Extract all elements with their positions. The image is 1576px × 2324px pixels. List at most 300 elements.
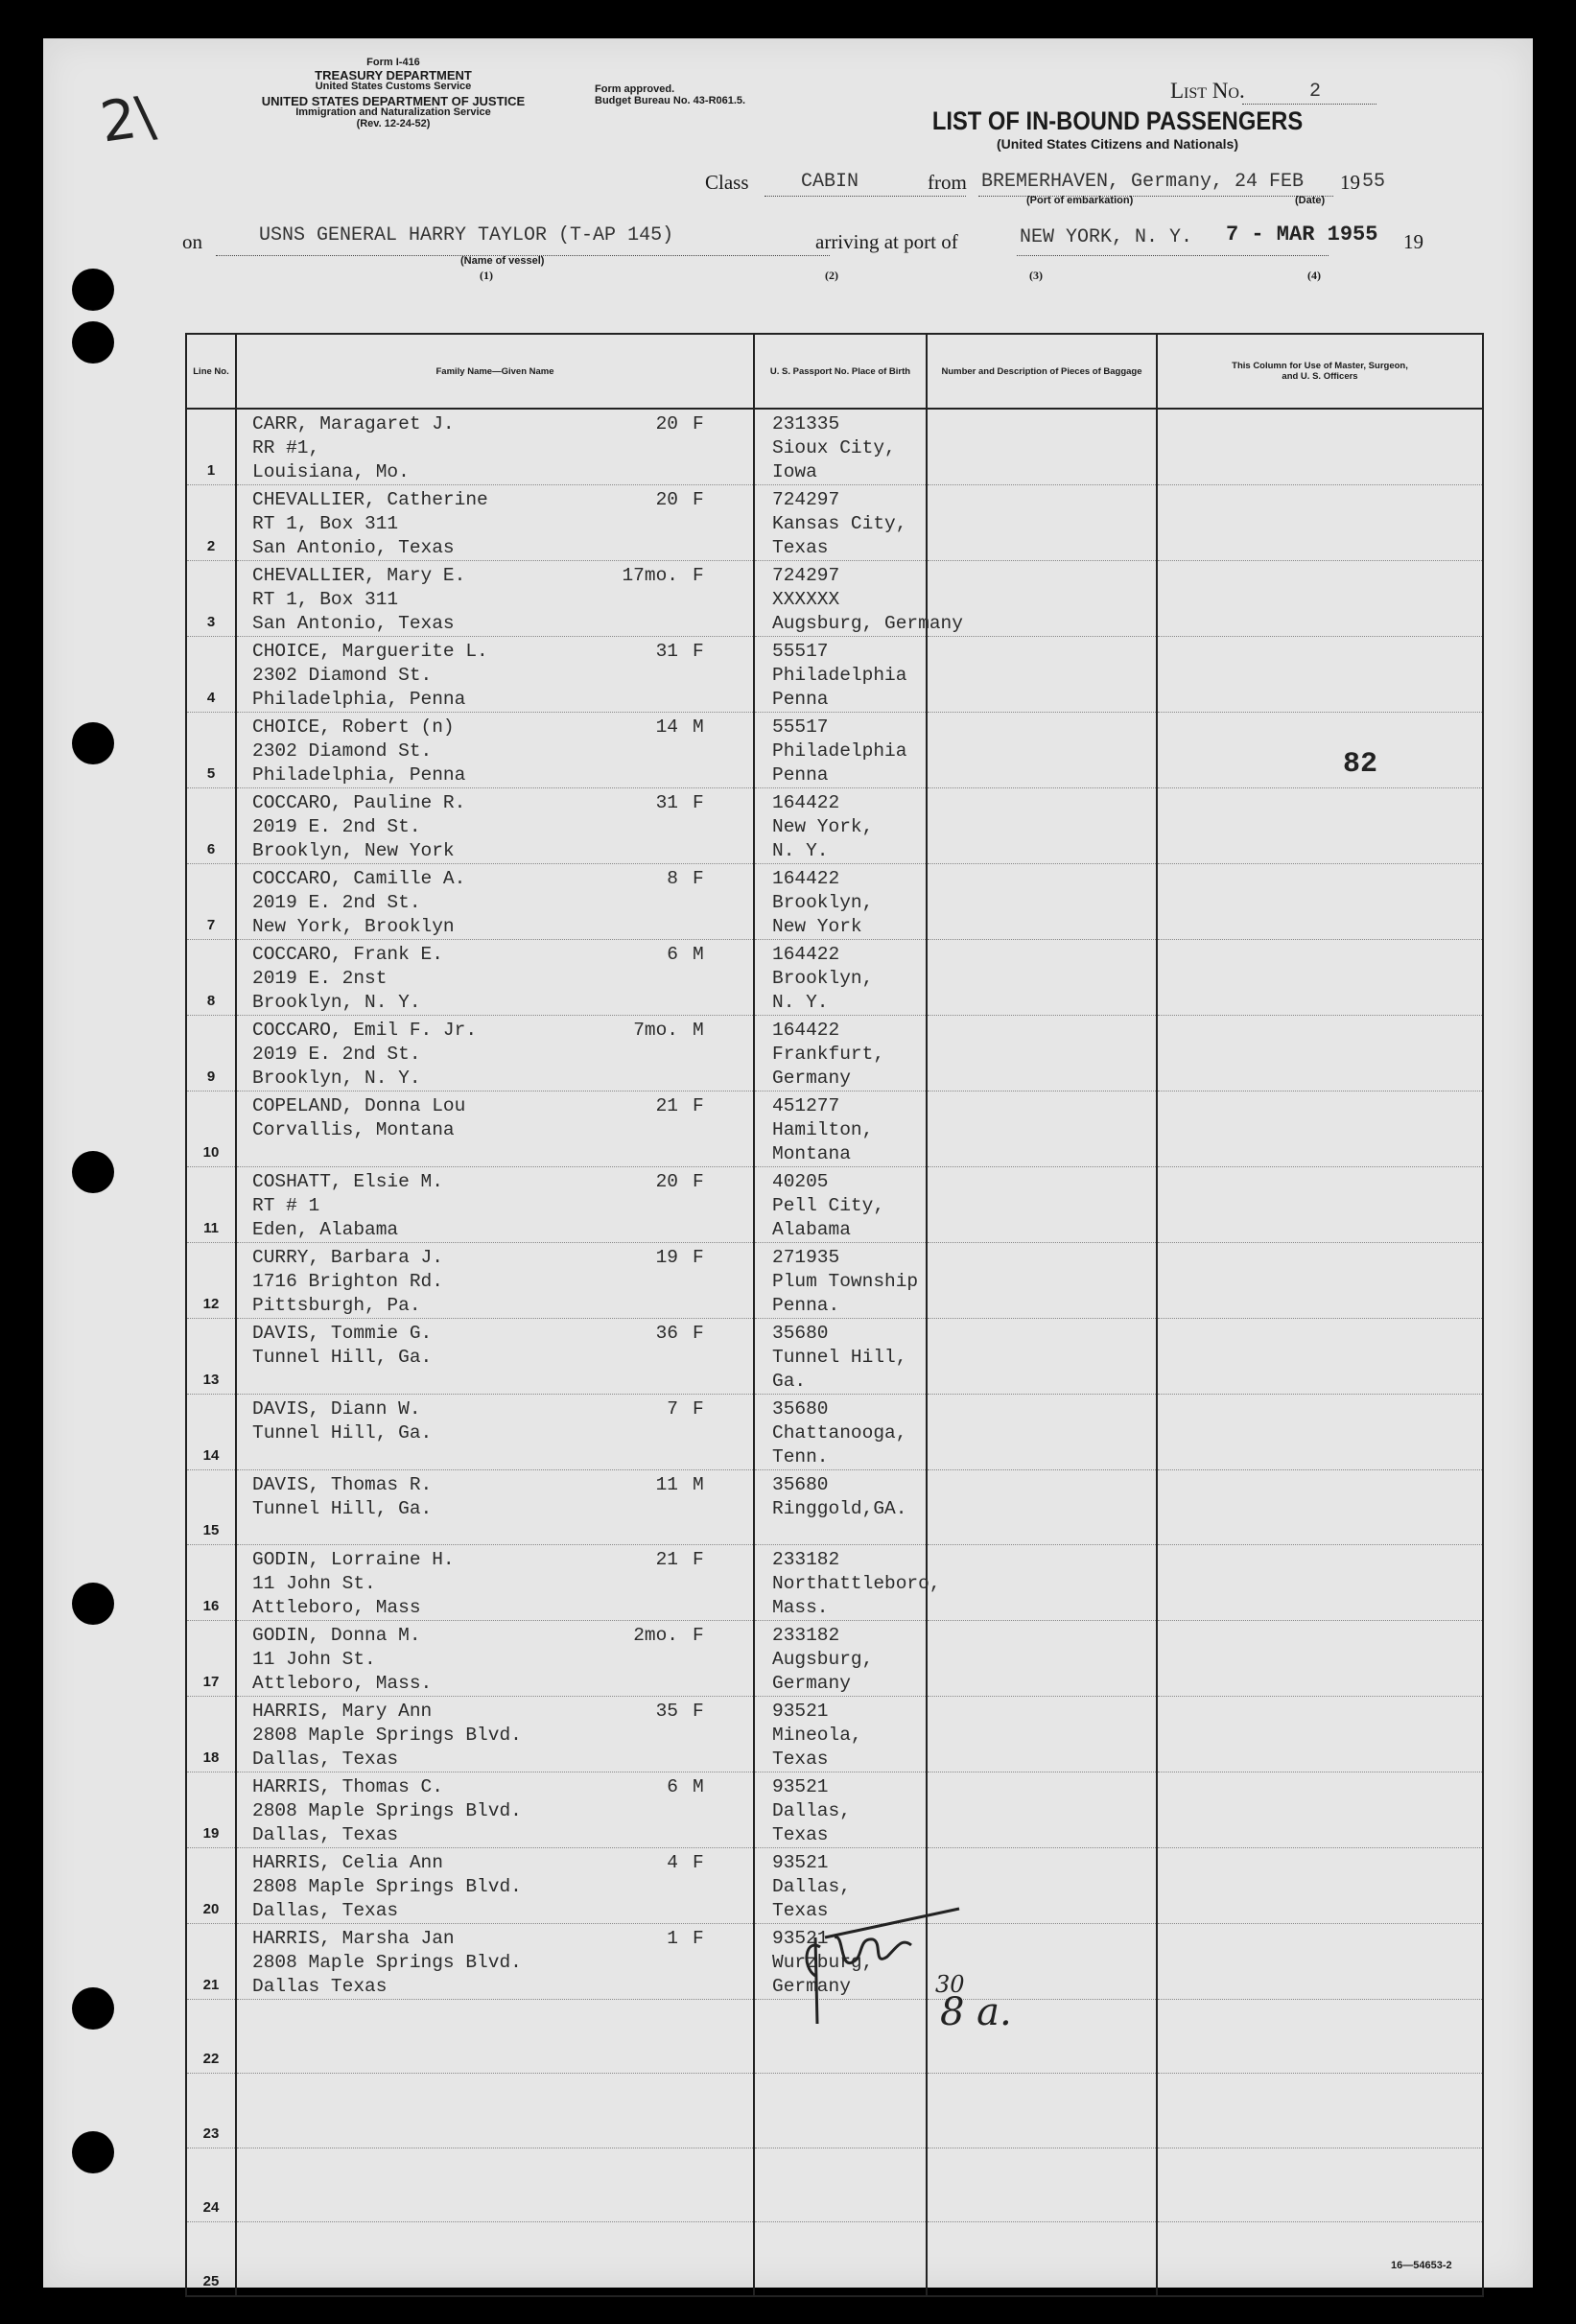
- birth-place-line-2: Germany: [772, 1068, 851, 1089]
- passenger-sex: F: [693, 641, 704, 662]
- treasury-department: TREASURY DEPARTMENT: [315, 67, 472, 82]
- document-subtitle: (United States Citizens and Nationals): [996, 136, 1239, 153]
- birth-place-line-2: Texas: [772, 1899, 829, 1921]
- passenger-row: [186, 1319, 1483, 1395]
- list-no-label: List No.: [1170, 79, 1245, 103]
- address-line-1: 2019 E. 2nd St.: [252, 1044, 421, 1065]
- passport-cell: [754, 1319, 927, 1395]
- passenger-row: [186, 1243, 1483, 1319]
- passport-cell: [754, 1544, 941, 1620]
- passport-cell: [754, 1167, 927, 1243]
- name-cell: [236, 1999, 754, 2074]
- birth-place-line-2: Montana: [772, 1143, 851, 1164]
- passport-cell: [754, 940, 927, 1016]
- line-number-cell: [186, 788, 236, 864]
- passport-number: 93521: [772, 1775, 829, 1797]
- address-line-2: Dallas, Texas: [252, 1748, 399, 1770]
- passenger-sex: M: [693, 1020, 704, 1041]
- birth-place-line-1: Kansas City,: [772, 513, 907, 534]
- birth-place-line-1: Dallas,: [772, 1875, 851, 1897]
- line-number-cell: [186, 1620, 236, 1696]
- name-cell: [236, 2148, 754, 2222]
- address-line-1: 2808 Maple Springs Blvd.: [252, 1875, 522, 1897]
- passport-number: 55517: [772, 716, 829, 738]
- passport-number: 231335: [772, 413, 840, 434]
- passport-cell: [754, 409, 927, 485]
- passenger-row: [186, 637, 1483, 713]
- birth-place-line-1: Plum Township: [772, 1271, 919, 1292]
- passport-cell: [754, 2074, 927, 2148]
- passport-number: 164422: [772, 868, 840, 889]
- line-number-cell: [186, 1772, 236, 1847]
- baggage-cell: [927, 1772, 1157, 1847]
- class-label: Class: [705, 171, 749, 194]
- baggage-cell: [927, 485, 1157, 561]
- officer-mark: 82: [1343, 748, 1378, 781]
- header-family-name: Family Name—Given Name: [236, 334, 754, 409]
- baggage-cell: [927, 940, 1157, 1016]
- passenger-age: 6: [667, 1775, 678, 1797]
- passenger-age: 4: [667, 1851, 678, 1873]
- line-number: 1: [206, 462, 216, 479]
- form-agency-block: [259, 58, 528, 129]
- year-prefix: 19: [1340, 171, 1360, 194]
- passenger-row: [186, 713, 1483, 788]
- line-number: 25: [202, 2273, 220, 2290]
- birth-place-line-1: Mineola,: [772, 1724, 862, 1746]
- on-label: on: [182, 230, 202, 253]
- passport-cell: [754, 1620, 927, 1696]
- line-number: 16: [202, 1597, 220, 1614]
- line-number-cell: [186, 940, 236, 1016]
- address-line-1: RT 1, Box 311: [252, 513, 399, 534]
- address-line-2: Eden, Alabama: [252, 1219, 399, 1240]
- address-line-1: 2302 Diamond St.: [252, 740, 433, 762]
- address-line-2: Louisiana, Mo.: [252, 461, 410, 482]
- punch-hole: [72, 722, 114, 764]
- birth-place-line-2: N. Y.: [772, 992, 829, 1013]
- line-number: 2: [206, 538, 216, 554]
- line-number: 8: [206, 993, 216, 1009]
- birth-place-line-2: Texas: [772, 537, 829, 558]
- officers-cell: [1157, 2074, 1483, 2148]
- passenger-sex: F: [693, 1398, 704, 1420]
- port-of-embarkation: BREMERHAVEN, Germany, 24 FEB: [981, 171, 1305, 193]
- birth-place-line-2: Penna.: [772, 1295, 840, 1316]
- birth-place-line-1: XXXXXX: [772, 589, 840, 610]
- officers-cell: [1157, 637, 1483, 713]
- baggage-cell: [927, 637, 1157, 713]
- punch-hole: [72, 321, 114, 364]
- passenger-age: 8: [667, 868, 678, 889]
- name-cell: [236, 1016, 754, 1092]
- line-number: 14: [202, 1447, 220, 1464]
- passport-cell: [754, 561, 963, 637]
- address-line-1: 11 John St.: [252, 1572, 376, 1594]
- birth-place-line-1: Augsburg,: [772, 1648, 874, 1670]
- vessel-caption: (Name of vessel): [460, 255, 545, 267]
- passenger-sex: F: [693, 868, 704, 889]
- birth-place-line-1: Brooklyn,: [772, 968, 874, 989]
- birth-place-line-2: Iowa: [772, 461, 817, 482]
- baggage-cell: [927, 788, 1157, 864]
- passport-number: 55517: [772, 641, 829, 662]
- passport-number: 233182: [772, 1548, 840, 1570]
- baggage-cell: [927, 409, 1157, 485]
- title-block: [868, 107, 1367, 152]
- birth-place-line-1: Pell City,: [772, 1195, 885, 1216]
- baggage-cell: [927, 1016, 1157, 1092]
- year-suffix: 55: [1362, 171, 1386, 193]
- birth-place-line-1: Philadelphia: [772, 665, 907, 686]
- name-cell: [236, 409, 754, 485]
- address-line-2: Pittsburgh, Pa.: [252, 1295, 421, 1316]
- baggage-cell: [927, 561, 1157, 637]
- list-number: 2: [1309, 81, 1322, 103]
- officers-cell: [1157, 864, 1483, 940]
- line-number: 17: [202, 1673, 220, 1690]
- birth-place-line-1: Dallas,: [772, 1799, 851, 1821]
- address-line-2: Philadelphia, Penna: [252, 689, 466, 710]
- birth-place-line-1: New York,: [772, 816, 874, 837]
- line-number: 9: [206, 1068, 216, 1085]
- address-line-2: Dallas, Texas: [252, 1823, 399, 1845]
- name-cell: [236, 1847, 754, 1923]
- passenger-row: [186, 1772, 1483, 1847]
- baggage-cell: [927, 713, 1157, 788]
- line-number-cell: [186, 1167, 236, 1243]
- column-number-2: (2): [825, 269, 838, 282]
- from-label: from: [928, 171, 967, 194]
- address-line-1: 1716 Brighton Rd.: [252, 1271, 443, 1292]
- budget-bureau: Budget Bureau No. 43-R061.5.: [595, 94, 746, 106]
- passenger-row: [186, 2222, 1483, 2297]
- passenger-row: [186, 1470, 1483, 1545]
- officers-cell: [1157, 561, 1483, 637]
- name-cell: [236, 1772, 754, 1847]
- passenger-sex: F: [693, 1851, 704, 1873]
- line-number: 21: [202, 1976, 220, 1993]
- passport-cell: [754, 485, 927, 561]
- baggage-cell: [927, 2148, 1157, 2222]
- baggage-cell: [927, 1092, 1157, 1167]
- passenger-age: 1: [667, 1927, 678, 1949]
- address-line-2: Attleboro, Mass.: [252, 1672, 433, 1694]
- name-cell: [236, 1243, 754, 1319]
- line-number-cell: [186, 1470, 236, 1545]
- passenger-sex: M: [693, 1775, 704, 1797]
- line-number: 15: [202, 1521, 220, 1538]
- passenger-manifest-page: [43, 38, 1533, 2288]
- birth-place-line-2: New York: [772, 916, 862, 937]
- line-number: 7: [206, 917, 216, 933]
- passport-cell: [754, 1092, 927, 1167]
- birth-place-line-2: Augsburg, Germany: [772, 613, 963, 634]
- passenger-name: CHEVALLIER, Mary E.: [252, 565, 466, 586]
- arrival-date-stamp: 7 - MAR 1955: [1226, 223, 1378, 246]
- customs-service: United States Customs Service: [315, 81, 472, 93]
- passport-number: 93521: [772, 1927, 829, 1949]
- name-cell: [236, 1696, 754, 1772]
- birth-place-line-2: Penna: [772, 689, 829, 710]
- passenger-name: DAVIS, Tommie G.: [252, 1323, 433, 1344]
- line-number: 18: [202, 1749, 220, 1766]
- line-number: 5: [206, 765, 216, 782]
- address-line-1: Corvallis, Montana: [252, 1119, 455, 1140]
- date-caption: (Date): [1295, 195, 1326, 206]
- passenger-sex: F: [693, 565, 704, 586]
- passport-cell: [754, 1696, 927, 1772]
- line-number-cell: [186, 2074, 236, 2148]
- name-cell: [236, 2222, 754, 2297]
- class-value: CABIN: [801, 171, 859, 193]
- passenger-sex: F: [693, 1247, 704, 1268]
- passenger-name: COCCARO, Camille A.: [252, 868, 466, 889]
- passport-number: 93521: [772, 1851, 829, 1873]
- passenger-name: CHOICE, Marguerite L.: [252, 641, 488, 662]
- line-number: 4: [206, 690, 216, 706]
- passenger-row: [186, 1696, 1483, 1772]
- punch-hole: [72, 269, 114, 311]
- officers-cell: [1157, 1395, 1483, 1470]
- passenger-age: 20: [655, 413, 678, 434]
- passenger-sex: M: [693, 1474, 704, 1495]
- name-cell: [236, 1092, 754, 1167]
- name-cell: [236, 485, 754, 561]
- line-number: 13: [202, 1372, 220, 1388]
- passport-cell: [754, 2148, 927, 2222]
- header-officers-use: This Column for Use of Master, Surgeon, and U. S. Officers: [1157, 334, 1483, 409]
- form-revision: (Rev. 12-24-52): [356, 117, 431, 129]
- address-line-1: Tunnel Hill, Ga.: [252, 1498, 433, 1519]
- line-number: 6: [206, 841, 216, 857]
- passenger-age: 17mo.: [622, 565, 678, 586]
- passenger-name: HARRIS, Celia Ann: [252, 1851, 443, 1873]
- passenger-sex: F: [693, 489, 704, 510]
- officers-cell: [1157, 1847, 1483, 1923]
- passport-cell: [754, 788, 927, 864]
- form-number: Form I-416: [366, 57, 420, 68]
- baggage-cell: [927, 1696, 1157, 1772]
- baggage-cell: [927, 1620, 1157, 1696]
- header-line-no: Line No.: [186, 334, 236, 409]
- officers-cell: [1157, 1319, 1483, 1395]
- address-line-1: 2808 Maple Springs Blvd.: [252, 1724, 522, 1746]
- passenger-sex: F: [693, 1624, 704, 1646]
- birth-place-line-1: Chattanooga,: [772, 1422, 907, 1444]
- passenger-name: CHEVALLIER, Catherine: [252, 489, 488, 510]
- birth-place-line-1: Frankfurt,: [772, 1044, 885, 1065]
- handwritten-corner-mark: 2\: [96, 82, 159, 155]
- address-line-2: New York, Brooklyn: [252, 916, 455, 937]
- baggage-cell: [927, 1319, 1157, 1395]
- name-cell: [236, 1395, 754, 1470]
- birth-place-line-2: Ga.: [772, 1371, 807, 1392]
- line-number-cell: [186, 409, 236, 485]
- passenger-row: [186, 1167, 1483, 1243]
- passenger-row: [186, 1092, 1483, 1167]
- birth-place-line-2: Alabama: [772, 1219, 851, 1240]
- address-line-1: 2019 E. 2nd St.: [252, 816, 421, 837]
- line-number-cell: [186, 485, 236, 561]
- passenger-row: [186, 2074, 1483, 2148]
- table-header-row: [186, 334, 1483, 409]
- name-cell: [236, 1319, 754, 1395]
- passenger-age: 20: [655, 489, 678, 510]
- line-number-cell: [186, 1395, 236, 1470]
- passenger-row: [186, 1544, 1483, 1620]
- punch-hole: [72, 1151, 114, 1193]
- passenger-row: [186, 864, 1483, 940]
- passenger-row: [186, 788, 1483, 864]
- birth-place-line-2: Germany: [772, 1672, 851, 1694]
- justice-department: UNITED STATES DEPARTMENT OF JUSTICE: [261, 93, 526, 108]
- passenger-name: CURRY, Barbara J.: [252, 1247, 443, 1268]
- arrival-year: 19: [1403, 230, 1423, 253]
- line-number: 24: [202, 2199, 220, 2217]
- address-line-1: 2302 Diamond St.: [252, 665, 433, 686]
- passenger-row: [186, 940, 1483, 1016]
- header-baggage: Number and Description of Pieces of Baggage: [927, 334, 1157, 409]
- passenger-age: 19: [655, 1247, 678, 1268]
- passenger-name: HARRIS, Thomas C.: [252, 1775, 443, 1797]
- passenger-name: DAVIS, Thomas R.: [252, 1474, 433, 1495]
- birth-place-line-2: Mass.: [772, 1596, 829, 1618]
- passenger-name: COCCARO, Pauline R.: [252, 792, 466, 813]
- ins-name: Immigration and Naturalization Service: [295, 106, 491, 119]
- birth-place-line-2: Germany: [772, 1975, 851, 1997]
- address-line-1: 11 John St.: [252, 1648, 376, 1670]
- passenger-age: 14: [655, 716, 678, 738]
- line-number: 10: [202, 1144, 220, 1161]
- passport-number: 164422: [772, 944, 840, 965]
- passport-number: 724297: [772, 489, 840, 510]
- birth-place-line-1: Wurzburg,: [772, 1951, 874, 1973]
- birth-place-line-1: Ringgold,GA.: [772, 1498, 907, 1519]
- passenger-age: 7mo.: [633, 1020, 678, 1041]
- birth-place-line-2: Texas: [772, 1823, 829, 1845]
- passenger-name: COCCARO, Emil F. Jr.: [252, 1020, 478, 1041]
- address-line-1: 2808 Maple Springs Blvd.: [252, 1951, 522, 1973]
- officers-cell: [1157, 1999, 1483, 2074]
- line-number: 12: [202, 1296, 220, 1312]
- address-line-1: Tunnel Hill, Ga.: [252, 1347, 433, 1368]
- address-line-1: 2019 E. 2nd St.: [252, 892, 421, 913]
- passport-number: 35680: [772, 1474, 829, 1495]
- passenger-row: [186, 2148, 1483, 2222]
- birth-place-line-1: Brooklyn,: [772, 892, 874, 913]
- line-number: 11: [203, 1220, 219, 1236]
- approval-block: [595, 84, 745, 106]
- name-cell: [236, 788, 754, 864]
- officers-cell: [1157, 1923, 1483, 1999]
- punch-hole: [72, 2131, 114, 2173]
- passenger-name: GODIN, Donna M.: [252, 1624, 421, 1646]
- baggage-cell: [927, 1395, 1157, 1470]
- address-line-1: RR #1,: [252, 437, 320, 458]
- passenger-name: GODIN, Lorraine H.: [252, 1548, 455, 1570]
- print-code: 16—54653-2: [1391, 2260, 1452, 2271]
- address-line-2: Philadelphia, Penna: [252, 764, 466, 786]
- passport-cell: [754, 864, 927, 940]
- passenger-age: 21: [655, 1095, 678, 1116]
- punch-hole: [72, 1583, 114, 1625]
- name-cell: [236, 864, 754, 940]
- arriving-label: arriving at port of: [815, 230, 958, 253]
- line-number-cell: [186, 713, 236, 788]
- officers-cell: [1157, 409, 1483, 485]
- passport-number: 233182: [772, 1624, 840, 1646]
- officers-cell: [1157, 1167, 1483, 1243]
- passenger-row: [186, 1395, 1483, 1470]
- address-line-2: Brooklyn, N. Y.: [252, 992, 421, 1013]
- passenger-sex: F: [693, 792, 704, 813]
- officers-cell: [1157, 1016, 1483, 1092]
- passenger-row: [186, 409, 1483, 485]
- passenger-sex: F: [693, 1171, 704, 1192]
- passenger-name: DAVIS, Diann W.: [252, 1398, 421, 1420]
- passenger-age: 36: [655, 1323, 678, 1344]
- birth-place-line-2: N. Y.: [772, 840, 829, 861]
- name-cell: [236, 1167, 754, 1243]
- address-line-2: Attleboro, Mass: [252, 1596, 421, 1618]
- passenger-age: 7: [667, 1398, 678, 1420]
- officers-cell: [1157, 2148, 1483, 2222]
- passenger-age: 35: [655, 1700, 678, 1722]
- officers-cell: [1157, 1092, 1483, 1167]
- baggage-cell: [927, 864, 1157, 940]
- birth-place-line-1: Philadelphia: [772, 740, 907, 762]
- passport-number: 724297: [772, 565, 840, 586]
- arrival-port: NEW YORK, N. Y.: [1020, 226, 1193, 248]
- line-number-cell: [186, 637, 236, 713]
- passport-number: 164422: [772, 792, 840, 813]
- passenger-name: COCCARO, Frank E.: [252, 944, 443, 965]
- birth-place-line-1: Northattleboro,: [772, 1572, 941, 1594]
- baggage-cell: [927, 2074, 1157, 2148]
- passport-cell: [754, 713, 927, 788]
- line-number-cell: [186, 2222, 236, 2297]
- embark-caption: (Port of embarkation): [1026, 195, 1134, 206]
- passenger-age: 20: [655, 1171, 678, 1192]
- line-number-cell: [186, 561, 236, 637]
- officers-cell: [1157, 1243, 1483, 1319]
- address-line-2: Brooklyn, N. Y.: [252, 1068, 421, 1089]
- passenger-sex: F: [693, 413, 704, 434]
- name-cell: [236, 561, 754, 637]
- officers-cell: [1157, 1696, 1483, 1772]
- passport-number: 35680: [772, 1323, 829, 1344]
- baggage-cell: [927, 2222, 1157, 2297]
- baggage-cell: [927, 1167, 1157, 1243]
- line-number-cell: [186, 2148, 236, 2222]
- passenger-age: 31: [655, 641, 678, 662]
- baggage-cell: [927, 1470, 1157, 1545]
- column-number-4: (4): [1307, 269, 1321, 282]
- passenger-name: HARRIS, Mary Ann: [252, 1700, 433, 1722]
- name-cell: [236, 1923, 754, 1999]
- passenger-row: [186, 1016, 1483, 1092]
- passenger-name: COSHATT, Elsie M.: [252, 1171, 443, 1192]
- officers-cell: [1157, 1772, 1483, 1847]
- passenger-sex: M: [693, 716, 704, 738]
- passenger-sex: F: [693, 1927, 704, 1949]
- passenger-row: [186, 561, 1483, 637]
- birth-place-line-1: Sioux City,: [772, 437, 896, 458]
- passport-cell: [754, 2222, 927, 2297]
- line-number: 19: [202, 1824, 220, 1842]
- handwritten-time: 8 a.: [940, 1990, 1012, 2034]
